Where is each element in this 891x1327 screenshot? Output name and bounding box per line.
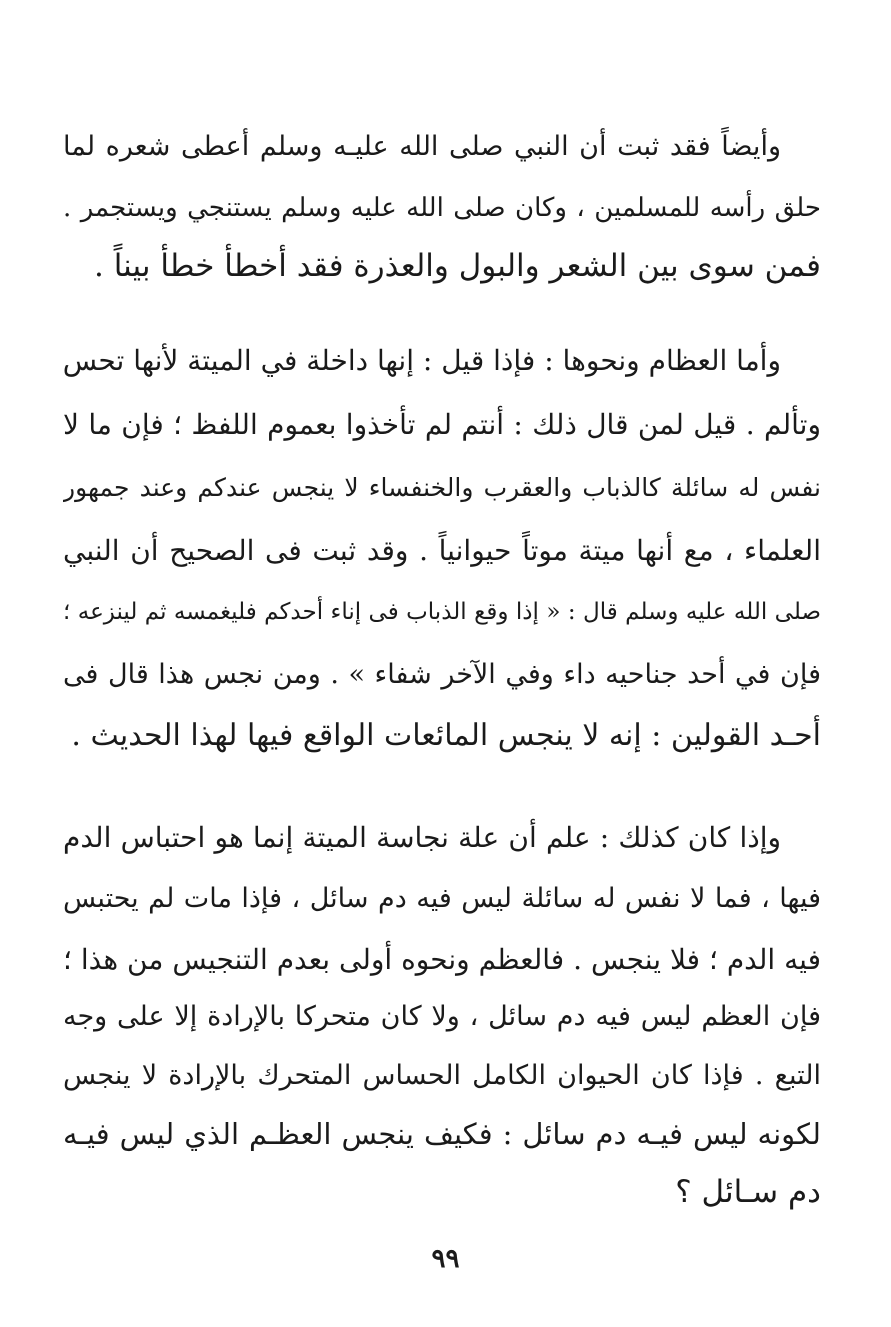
text-line: وإذا كان كذلك : علم أن علة نجاسة الميتة إنما هو احتباس الدم — [63, 821, 781, 854]
text-line: صلى الله عليه وسلم قال : « إذا وقع الذباب فى إناء أحدكم فليغمسه ثم لينزعه ؛ — [63, 599, 821, 625]
text-line: فيها ، فما لا نفس له سائلة ليس فيه دم سائل ، فإذا مات لم يحتبس — [63, 883, 821, 914]
text-line: العلماء ، مع أنها ميتة موتاً حيوانياً . وقد ثبت فى الصحيح أن النبي — [63, 534, 821, 567]
text-line: فمن سوى بين الشعر والبول والعذرة فقد أخطأ خطأ بيناً . — [94, 248, 821, 284]
text-line: وأما العظام ونحوها : فإذا قيل : إنها داخلة في الميتة لأنها تحس — [63, 344, 781, 377]
text-line: وتألم . قيل لمن قال ذلك : أنتم لم تأخذوا بعموم اللفظ ؛ فإن ما لا — [63, 408, 821, 441]
text-line: لكونه ليس فيـه دم سائل : فكيف ينجس العظـم الذي ليس فيـه — [63, 1117, 821, 1151]
text-line: فإن في أحد جناحيه داء وفي الآخر شفاء » . ومن نجس هذا قال فى — [63, 659, 821, 690]
text-line: دم سـائل ؟ — [675, 1174, 821, 1210]
text-line: فإن العظم ليس فيه دم سائل ، ولا كان متحركا بالإرادة إلا على وجه — [63, 1001, 821, 1032]
text-line: حلق رأسه للمسلمين ، وكان صلى الله عليه وسلم يستنجي ويستجمر . — [63, 193, 821, 223]
text-line: وأيضاً فقد ثبت أن النبي صلى الله عليـه وسلم أعطى شعره لما — [63, 131, 781, 162]
text-line: التبع . فإذا كان الحيوان الكامل الحساس المتحرك بالإرادة لا ينجس — [63, 1060, 821, 1091]
text-line: أحـد القولين : إنه لا ينجس المائعات الواقع فيها لهذا الحديث . — [71, 718, 821, 753]
text-line: فيه الدم ؛ فلا ينجس . فالعظم ونحوه أولى بعدم التنجيس من هذا ؛ — [63, 943, 821, 976]
text-line: نفس له سائلة كالذباب والعقرب والخنفساء لا ينجس عندكم وعند جمهور — [63, 473, 821, 502]
page-number: ٩٩ — [431, 1244, 460, 1274]
